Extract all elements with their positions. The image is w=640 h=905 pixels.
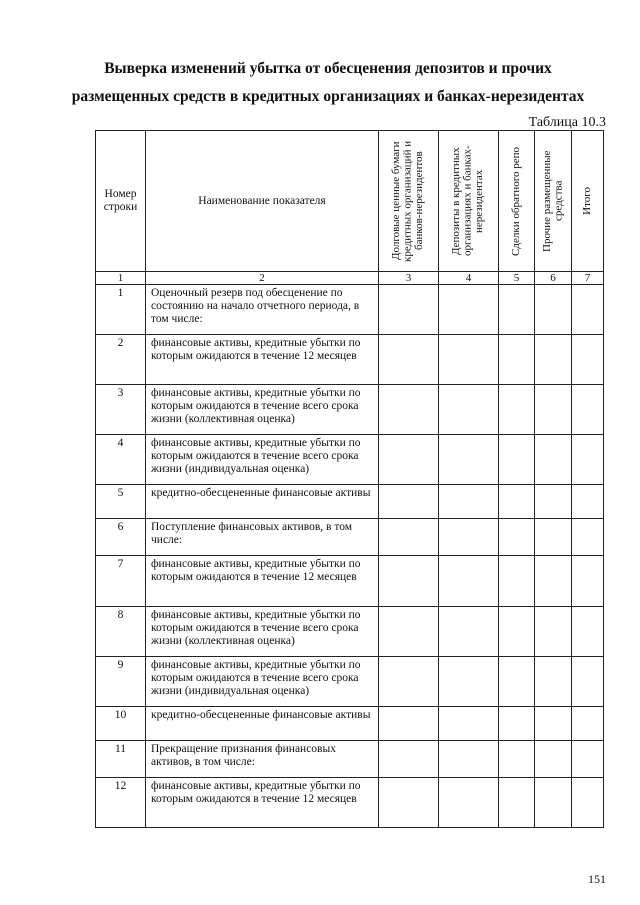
table-row: [96, 335, 604, 385]
value-cell: [535, 741, 572, 778]
table-row: [96, 485, 604, 519]
row-number: 5: [96, 485, 146, 519]
value-cell: [572, 741, 604, 778]
header-col5-label: Сделки обратного репо: [509, 146, 522, 256]
value-cell: [499, 335, 535, 385]
value-cell: [439, 285, 499, 335]
value-cell: [535, 435, 572, 485]
value-cell: [439, 778, 499, 828]
table-row: [96, 285, 604, 335]
table-row: [96, 607, 604, 657]
value-cell: [379, 657, 439, 707]
table-row: [96, 778, 604, 828]
value-cell: [535, 519, 572, 556]
value-cell: [572, 657, 604, 707]
table-row: [96, 556, 604, 607]
indicator-name: кредитно-обесцененные финансовые активы: [146, 707, 379, 741]
value-cell: [535, 335, 572, 385]
value-cell: [379, 335, 439, 385]
value-cell: [439, 657, 499, 707]
table-row: [96, 385, 604, 435]
row-number: 2: [96, 335, 146, 385]
header-indicator-name: Наименование показателя: [146, 131, 379, 272]
value-cell: [439, 741, 499, 778]
indicator-name: финансовые активы, кредитные убытки по которым ожидаются в течение 12 месяцев: [146, 556, 379, 607]
column-number: 3: [379, 272, 439, 285]
value-cell: [499, 607, 535, 657]
value-cell: [572, 778, 604, 828]
value-cell: [572, 385, 604, 435]
header-col6: [535, 131, 572, 272]
value-cell: [572, 485, 604, 519]
row-number: 1: [96, 285, 146, 335]
indicator-name: финансовые активы, кредитные убытки по которым ожидаются в течение всего срока жизни (коллективная оценка): [146, 607, 379, 657]
reconciliation-table: [95, 130, 604, 828]
value-cell: [572, 519, 604, 556]
value-cell: [439, 385, 499, 435]
row-number: 11: [96, 741, 146, 778]
column-number: 1: [96, 272, 146, 285]
value-cell: [499, 741, 535, 778]
value-cell: [535, 657, 572, 707]
value-cell: [572, 335, 604, 385]
value-cell: [379, 485, 439, 519]
value-cell: [535, 607, 572, 657]
value-cell: [499, 707, 535, 741]
indicator-name: кредитно-обесцененные финансовые активы: [146, 485, 379, 519]
value-cell: [499, 556, 535, 607]
column-number: 5: [499, 272, 535, 285]
column-number: 7: [572, 272, 604, 285]
column-number: 6: [535, 272, 572, 285]
table-label: Таблица 10.3: [528, 115, 606, 130]
value-cell: [572, 285, 604, 335]
value-cell: [439, 485, 499, 519]
indicator-name: финансовые активы, кредитные убытки по которым ожидаются в течение 12 месяцев: [146, 778, 379, 828]
header-col7-label: Итого: [580, 187, 593, 215]
table-row: [96, 435, 604, 485]
header-col4-label: Депозиты в кредитных организациях и банках-нерезидентах: [450, 145, 486, 257]
value-cell: [379, 435, 439, 485]
value-cell: [572, 435, 604, 485]
value-cell: [499, 485, 535, 519]
indicator-name: финансовые активы, кредитные убытки по которым ожидаются в течение всего срока жизни (индивидуальная оценка): [146, 657, 379, 707]
value-cell: [499, 519, 535, 556]
value-cell: [572, 707, 604, 741]
row-number: 10: [96, 707, 146, 741]
value-cell: [499, 385, 535, 435]
value-cell: [535, 285, 572, 335]
value-cell: [499, 778, 535, 828]
document-title-line2: размещенных средств в кредитных организациях и банках-нерезидентах: [71, 88, 585, 105]
row-number: 12: [96, 778, 146, 828]
value-cell: [439, 556, 499, 607]
row-number: 8: [96, 607, 146, 657]
table-row: [96, 519, 604, 556]
value-cell: [379, 285, 439, 335]
value-cell: [439, 335, 499, 385]
column-number: 2: [146, 272, 379, 285]
value-cell: [535, 485, 572, 519]
indicator-name: Прекращение признания финансовых активов, в том числе:: [146, 741, 379, 778]
column-number: 4: [439, 272, 499, 285]
column-number-row: [96, 272, 604, 285]
value-cell: [572, 556, 604, 607]
value-cell: [572, 607, 604, 657]
row-number: 9: [96, 657, 146, 707]
header-col7: [572, 131, 604, 272]
document-title-line1: Выверка изменений убытка от обесценения депозитов и прочих: [104, 60, 552, 77]
value-cell: [379, 741, 439, 778]
indicator-name: Оценочный резерв под обесценение по состоянию на начало отчетного периода, в том числе:: [146, 285, 379, 335]
indicator-name: Поступление финансовых активов, в том числе:: [146, 519, 379, 556]
header-col3-label: Долговые ценные бумаги кредитных организаций и банков-нерезидентов: [390, 140, 426, 262]
page-number: 151: [588, 872, 606, 886]
value-cell: [499, 657, 535, 707]
table-row: [96, 657, 604, 707]
header-col5: [499, 131, 535, 272]
value-cell: [535, 778, 572, 828]
value-cell: [439, 707, 499, 741]
indicator-name: финансовые активы, кредитные убытки по которым ожидаются в течение всего срока жизни (индивидуальная оценка): [146, 435, 379, 485]
value-cell: [379, 385, 439, 435]
value-cell: [439, 519, 499, 556]
value-cell: [439, 607, 499, 657]
value-cell: [535, 385, 572, 435]
table-row: [96, 707, 604, 741]
header-col3: [379, 131, 439, 272]
value-cell: [535, 556, 572, 607]
row-number: 4: [96, 435, 146, 485]
value-cell: [439, 435, 499, 485]
value-cell: [379, 707, 439, 741]
value-cell: [379, 778, 439, 828]
value-cell: [535, 707, 572, 741]
indicator-name: финансовые активы, кредитные убытки по которым ожидаются в течение 12 месяцев: [146, 335, 379, 385]
value-cell: [379, 519, 439, 556]
header-col6-label: Прочие размещенные средства: [540, 150, 564, 252]
header-col4: [439, 131, 499, 272]
header-row-number: Номер строки: [96, 131, 146, 272]
value-cell: [499, 285, 535, 335]
value-cell: [379, 556, 439, 607]
value-cell: [379, 607, 439, 657]
row-number: 6: [96, 519, 146, 556]
row-number: 7: [96, 556, 146, 607]
value-cell: [499, 435, 535, 485]
table-row: [96, 741, 604, 778]
row-number: 3: [96, 385, 146, 435]
indicator-name: финансовые активы, кредитные убытки по которым ожидаются в течение всего срока жизни (коллективная оценка): [146, 385, 379, 435]
